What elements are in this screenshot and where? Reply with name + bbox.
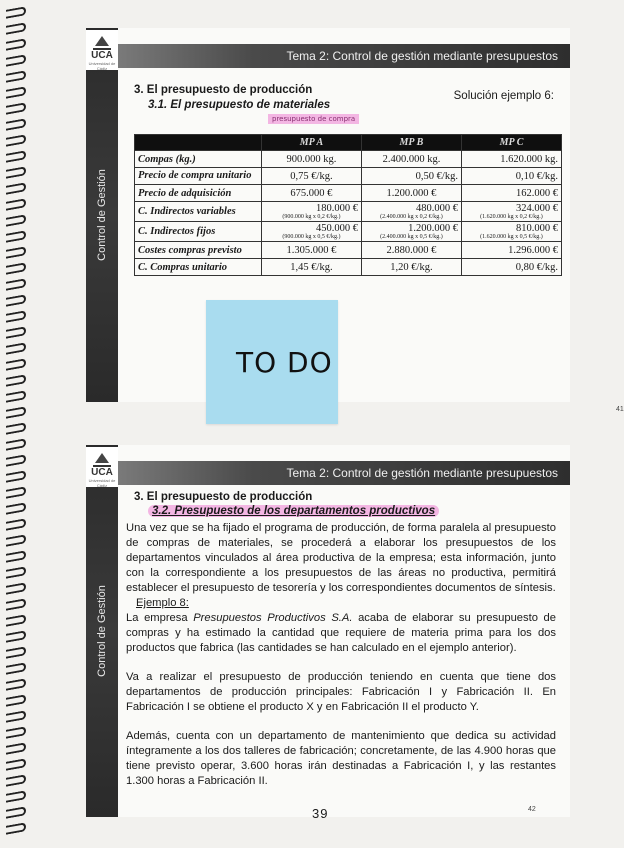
- table-row: [135, 151, 562, 168]
- spiral-ring: [6, 150, 26, 163]
- spiral-ring: [6, 662, 26, 675]
- spiral-binding: [0, 0, 30, 848]
- cell-value: 2.880.000 €: [361, 242, 461, 259]
- spiral-ring: [6, 326, 26, 339]
- subsection-title: 3.2. Presupuesto de los departamentos productivos: [148, 505, 439, 517]
- row-label: Precio de compra unitario: [135, 168, 262, 185]
- spiral-ring: [6, 310, 26, 323]
- spiral-ring: [6, 70, 26, 83]
- spiral-ring: [6, 774, 26, 787]
- table-row: [135, 168, 562, 185]
- cell-value: [261, 222, 361, 242]
- spacer: [126, 715, 556, 729]
- cell-value: 1,45 €/kg.: [261, 259, 361, 276]
- spiral-ring: [6, 102, 26, 115]
- handwritten-note: presupuesto de compra: [268, 114, 359, 124]
- spiral-ring: [6, 422, 26, 435]
- logo-text: UCA: [91, 467, 113, 478]
- cell-amount: 324.000 €: [516, 203, 558, 214]
- paragraph: [126, 611, 556, 656]
- topic-bar: Tema 2: Control de gestión mediante presupuestos: [118, 44, 570, 68]
- subsection-title: 3.1. El presupuesto de materiales: [148, 99, 331, 111]
- logo-subtext: Universidad de Cádiz: [88, 61, 116, 71]
- spiral-ring: [6, 38, 26, 51]
- spiral-ring: [6, 246, 26, 259]
- cell-value: 1.296.000 €: [461, 242, 561, 259]
- row-label: C. Compras unitario: [135, 259, 262, 276]
- spiral-ring: [6, 214, 26, 227]
- cell-value: [361, 202, 461, 222]
- topic-bar: Tema 2: Control de gestión mediante presupuestos: [118, 461, 570, 485]
- spiral-ring: [6, 454, 26, 467]
- spiral-ring: [6, 374, 26, 387]
- spiral-ring: [6, 182, 26, 195]
- spiral-ring: [6, 710, 26, 723]
- table-row: [135, 222, 562, 242]
- slide-number: 41: [616, 406, 624, 413]
- spiral-ring: [6, 566, 26, 579]
- spiral-ring: [6, 486, 26, 499]
- column-header: MP A: [261, 135, 361, 151]
- slide-departamentos-productivos: [86, 445, 570, 817]
- slide-sidebar: [86, 28, 118, 402]
- spiral-ring: [6, 614, 26, 627]
- spiral-ring: [6, 646, 26, 659]
- spiral-ring: [6, 742, 26, 755]
- row-label: Costes compras previsto: [135, 242, 262, 259]
- cell-value: 900.000 kg.: [261, 151, 361, 168]
- spiral-ring: [6, 22, 26, 35]
- spiral-ring: [6, 790, 26, 803]
- spiral-ring: [6, 678, 26, 691]
- table-row: [135, 242, 562, 259]
- slide-sidebar: [86, 445, 118, 817]
- cell-value: [261, 202, 361, 222]
- cell-calc: (2.400.000 kg x 0,2 €/kg.): [380, 214, 443, 220]
- spiral-ring: [6, 598, 26, 611]
- cell-value: [461, 222, 561, 242]
- page-number: 39: [312, 806, 329, 821]
- cell-value: [361, 222, 461, 242]
- spiral-ring: [6, 630, 26, 643]
- table-header-row: [135, 135, 562, 151]
- row-label: Precio de adquisición: [135, 185, 262, 202]
- spiral-ring: [6, 582, 26, 595]
- table-row: [135, 259, 562, 276]
- solution-label: Solución ejemplo 6:: [453, 90, 554, 102]
- text-run: La empresa: [126, 612, 194, 624]
- row-label: C. Indirectos variables: [135, 202, 262, 222]
- cell-amount: 1.200.000 €: [408, 223, 458, 234]
- cell-value: 1.305.000 €: [261, 242, 361, 259]
- spiral-ring: [6, 502, 26, 515]
- spacer: [126, 656, 556, 670]
- spiral-ring: [6, 806, 26, 819]
- sticky-note: [206, 300, 338, 424]
- spiral-ring: [6, 518, 26, 531]
- spiral-ring: [6, 230, 26, 243]
- cell-amount: 480.000 €: [415, 203, 458, 214]
- slide-number: 42: [528, 806, 536, 813]
- spiral-ring: [6, 534, 26, 547]
- spiral-ring: [6, 262, 26, 275]
- column-header: [135, 135, 262, 151]
- cell-value: 1,20 €/kg.: [361, 259, 461, 276]
- text-run: acaba de elaborar su presupuesto de compras y ha estimado la cantidad que requiere de materia prima para los dos productos que fabrica (las cantidades se han calculado en el ejemplo anterior).: [126, 612, 556, 654]
- paragraph: Una vez que se ha fijado el programa de producción, de forma paralela al presupuesto de compras de materiales, se procederá a elaborar los presupuestos de los departamentos vinculados al área productiva de la empresa; esta información, junto con la correspondiente a los presupuestos de las áreas no productiva, permitirá establecer el presupuesto de tesorería y los correspondientes documentos de síntesis.: [126, 522, 556, 594]
- slide-presupuesto-materiales: [86, 28, 624, 413]
- spiral-ring: [6, 294, 26, 307]
- cell-calc: (2.400.000 kg x 0,5 €/kg.): [380, 234, 443, 240]
- logo-text: UCA: [91, 50, 113, 61]
- spiral-ring: [6, 726, 26, 739]
- company-name: Presupuestos Productivos S.A.: [193, 612, 353, 624]
- spiral-ring: [6, 134, 26, 147]
- cell-calc: (1.620.000 kg x 0,2 €/kg.): [480, 214, 543, 220]
- spiral-ring: [6, 6, 26, 19]
- spiral-ring: [6, 118, 26, 131]
- spiral-ring: [6, 406, 26, 419]
- logo-subtext: Universidad de Cádiz: [88, 478, 116, 488]
- slide-body: [126, 521, 556, 789]
- cell-value: 1.620.000 kg.: [461, 151, 561, 168]
- crest-icon: [93, 451, 111, 467]
- crest-icon: [93, 34, 111, 50]
- paragraph: Además, cuenta con un departamento de mantenimiento que dedica su actividad íntegramente a los dos talleres de fabricación; concretamente, de las 4.900 horas que tiene previsto operar, 3.600 horas irán destinadas a Fabricación I, y las restantes 1.300 horas a Fabricación II.: [126, 730, 556, 787]
- spiral-ring: [6, 438, 26, 451]
- row-label: Compas (kg.): [135, 151, 262, 168]
- table-row: [135, 202, 562, 222]
- spiral-ring: [6, 822, 26, 835]
- uca-logo: [86, 30, 118, 70]
- cell-value: 0,50 €/kg.: [361, 168, 461, 185]
- spiral-ring: [6, 550, 26, 563]
- sidebar-label: Control de Gestión: [96, 585, 108, 677]
- cell-value: 0,75 €/kg.: [261, 168, 361, 185]
- column-header: MP C: [461, 135, 561, 151]
- paragraph: Va a realizar el presupuesto de producción teniendo en cuenta que tiene dos departamentos de producción principales: Fabricación I y Fabricación II. En Fabricación I se obtiene el producto X y en Fabricación II el producto Y.: [126, 671, 556, 713]
- section-title: 3. El presupuesto de producción: [134, 84, 313, 96]
- cell-calc: (1.620.000 kg x 0,5 €/kg.): [480, 234, 543, 240]
- spiral-ring: [6, 758, 26, 771]
- cell-value: 2.400.000 kg.: [361, 151, 461, 168]
- cell-value: 0,80 €/kg.: [461, 259, 561, 276]
- row-label: C. Indirectos fijos: [135, 222, 262, 242]
- spiral-ring: [6, 166, 26, 179]
- cell-value: 675.000 €: [261, 185, 361, 202]
- spiral-ring: [6, 198, 26, 211]
- cell-calc: (900.000 kg x 0,2 €/kg.): [282, 214, 341, 220]
- spiral-ring: [6, 54, 26, 67]
- sticky-note-text: TO DO: [236, 346, 333, 379]
- cell-value: 0,10 €/kg.: [461, 168, 561, 185]
- cell-value: 1.200.000 €: [361, 185, 461, 202]
- spiral-ring: [6, 470, 26, 483]
- cell-value: [461, 202, 561, 222]
- sidebar-label: Control de Gestión: [96, 169, 108, 261]
- section-title: 3. El presupuesto de producción: [134, 491, 313, 503]
- table-row: [135, 185, 562, 202]
- spiral-ring: [6, 342, 26, 355]
- column-header: MP B: [361, 135, 461, 151]
- cell-amount: 180.000 €: [315, 203, 358, 214]
- spiral-ring: [6, 358, 26, 371]
- cell-value: 162.000 €: [461, 185, 561, 202]
- materials-table: [134, 134, 562, 276]
- spiral-ring: [6, 390, 26, 403]
- cell-calc: (900.000 kg x 0,5 €/kg.): [282, 234, 341, 240]
- cell-amount: 450.000 €: [315, 223, 358, 234]
- spiral-ring: [6, 86, 26, 99]
- spiral-ring: [6, 278, 26, 291]
- uca-logo: [86, 447, 118, 487]
- cell-amount: 810.000 €: [516, 223, 558, 234]
- spiral-ring: [6, 694, 26, 707]
- example-label: Ejemplo 8:: [136, 597, 189, 609]
